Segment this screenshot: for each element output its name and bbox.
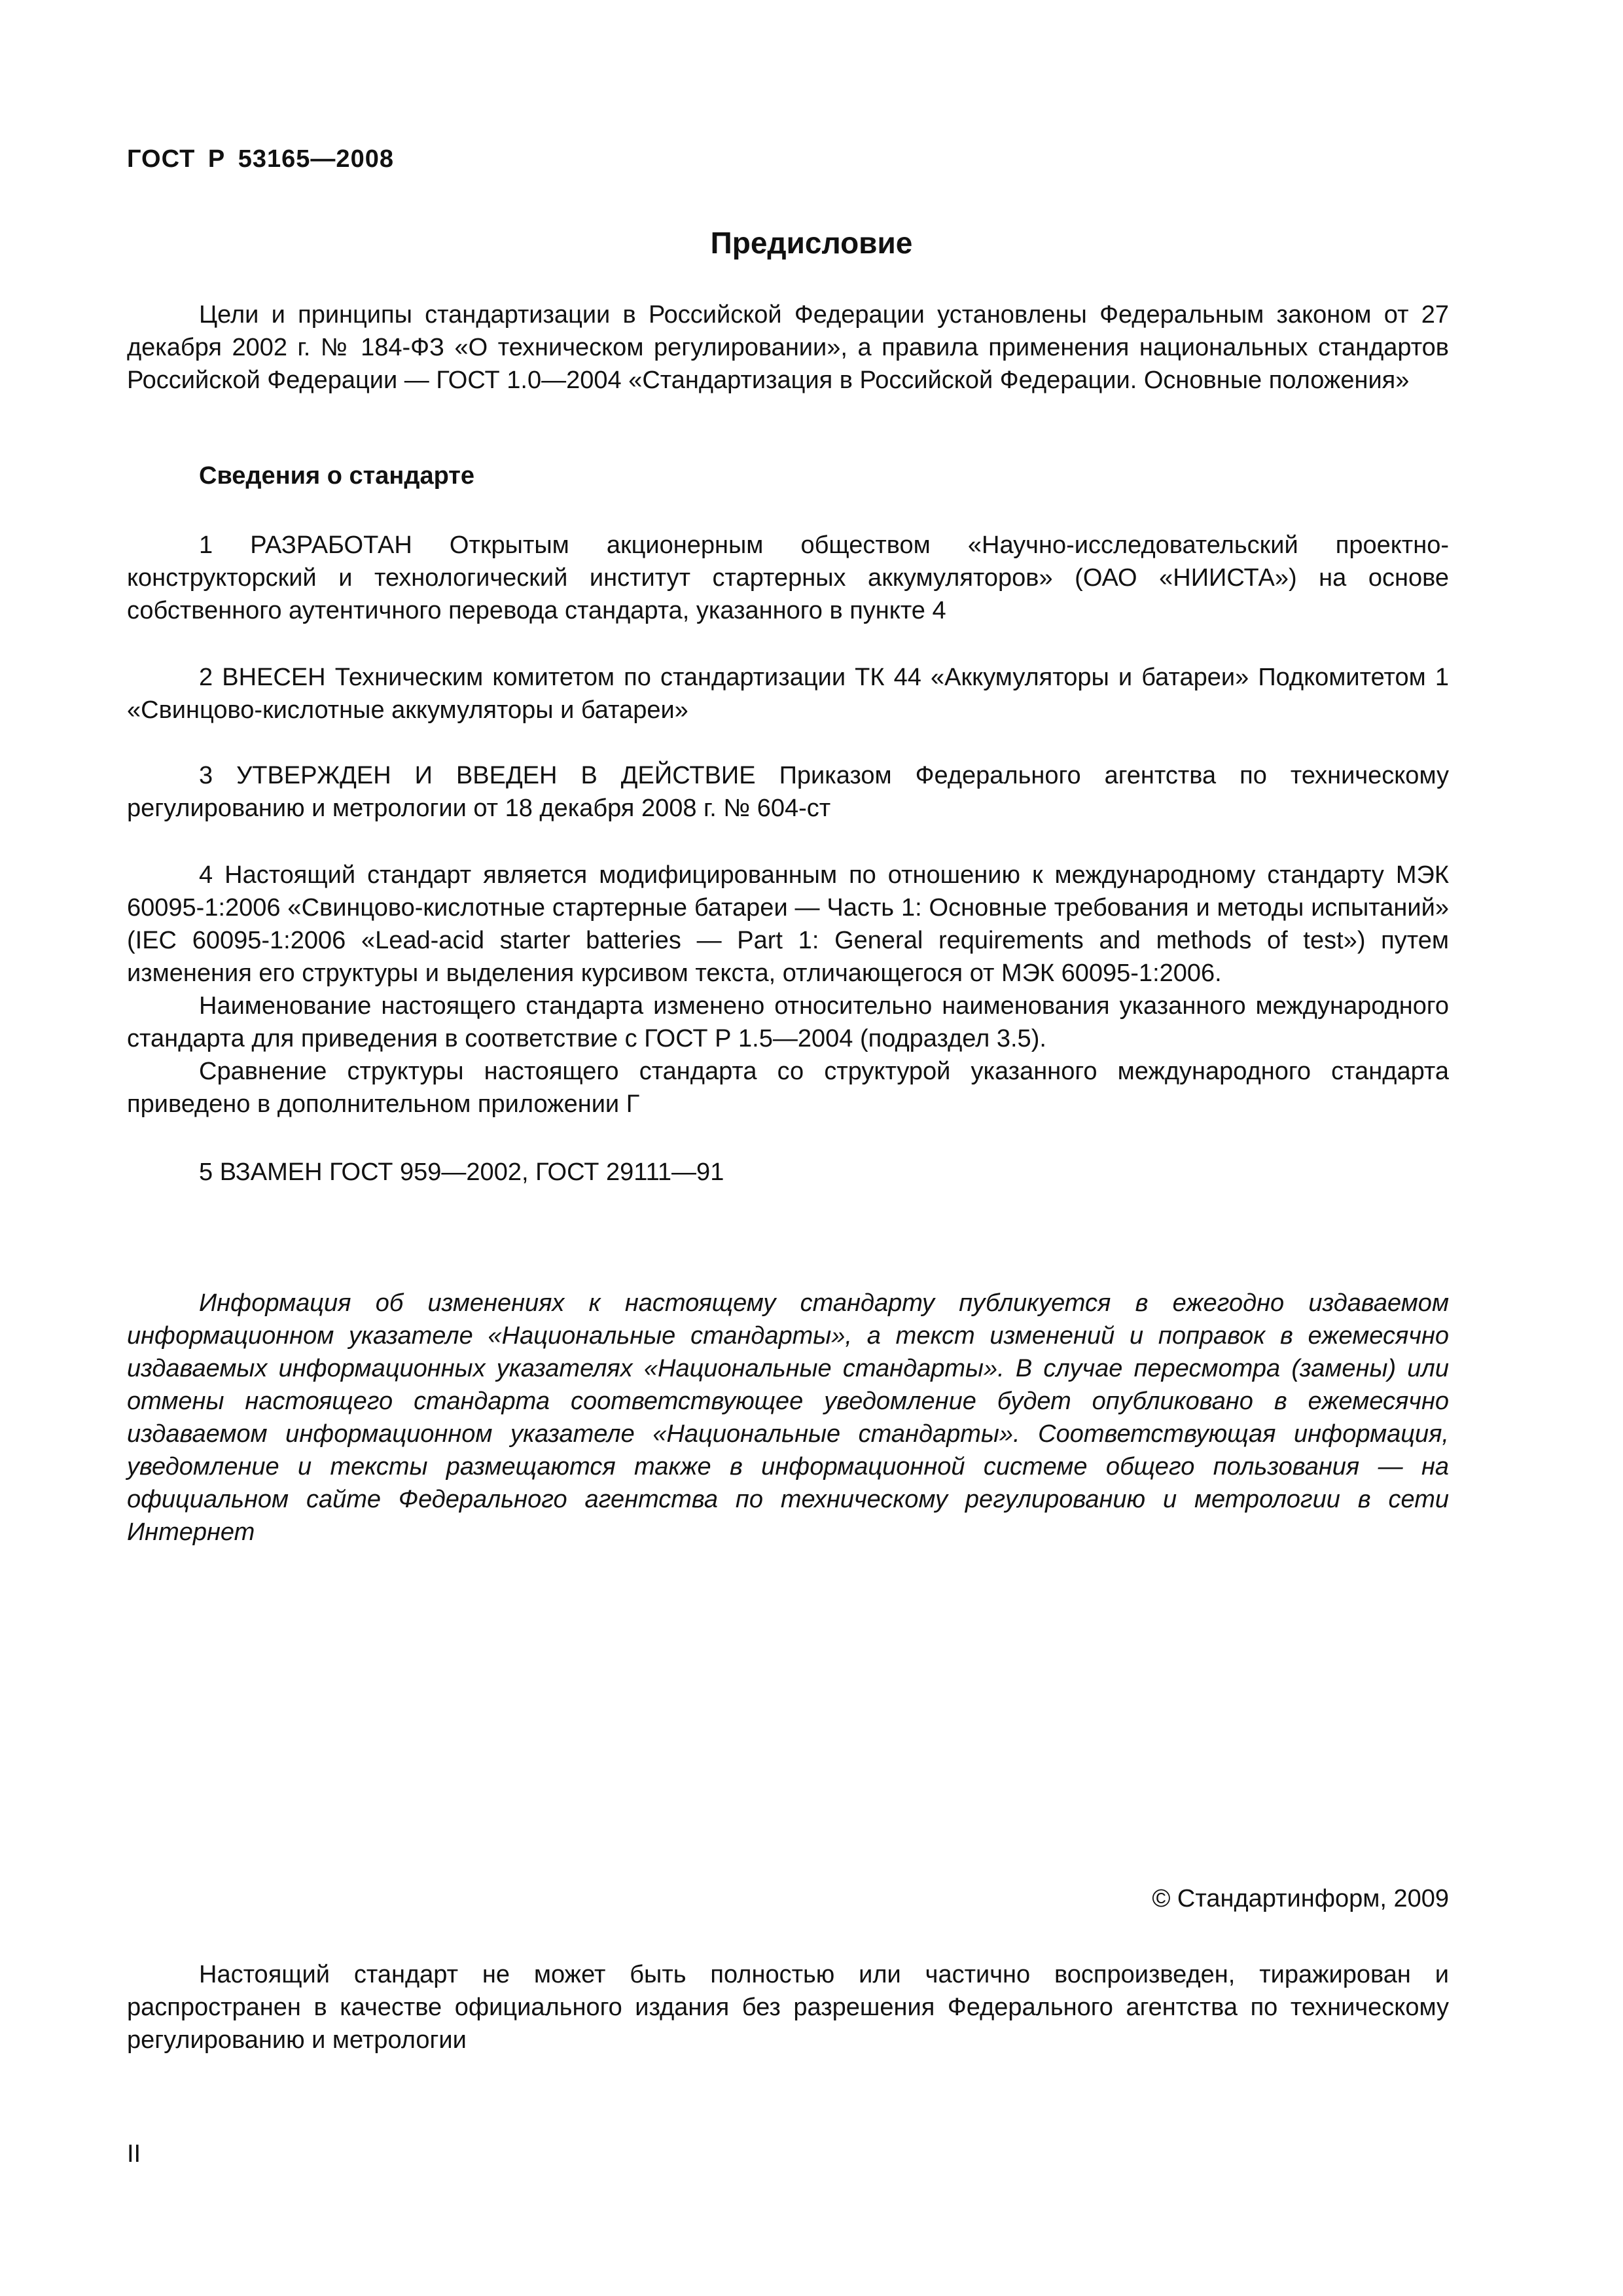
page-number: II [127, 2140, 141, 2168]
item-3-block [127, 759, 1449, 825]
intro-paragraph: Цели и принципы стандартизации в Российской Федерации установлены Федеральным законом от 27 декабря 2002 г. № 184-ФЗ «О техническом регулировании», а правила применения национальных стандартов Российской Федерации — ГОСТ 1.0—2004 «Стандартизация в Российской Федерации. Основные положения» [127, 301, 1449, 394]
item-2-paragraph: 2 ВНЕСЕН Техническим комитетом по стандартизации ТК 44 «Аккумуляторы и батареи» Подкомитетом 1 «Свинцово-кислотные аккумуляторы и батареи» [127, 664, 1449, 724]
item-4-paragraph-3: Сравнение структуры настоящего стандарта со структурой указанного международного стандарта приведено в дополнительном приложении Г [127, 1058, 1449, 1118]
reproduction-notice-paragraph: Настоящий стандарт не может быть полностью или частично воспроизведен, тиражирован и распространен в качестве официального издания без разрешения Федерального агентства по техническому регулированию и метрологии [127, 1961, 1449, 2054]
item-1-block [127, 529, 1449, 627]
copyright-line: © Стандартинформ, 2009 [1152, 1885, 1449, 1912]
notice-block [127, 1287, 1449, 1549]
notice-paragraph: Информация об изменениях к настоящему стандарту публикуется в ежегодно издаваемом информационном указателе «Национальные стандарты», а текст изменений и поправок в ежемесячно издаваемых информационных указателях «Национальные стандарты». В случае пересмотра (замены) или отмены настоящего стандарта соответствующее уведомление будет опубликовано в ежемесячно издаваемом информационном указателе «Национальные стандарты». Соответствующая информация, уведомление и тексты размещаются также в информационной системе общего пользования — на официальном сайте Федерального агентства по техническому регулированию и метрологии в сети Интернет [127, 1289, 1449, 1546]
item-4-block [127, 859, 1449, 1121]
section-heading: Сведения о стандарте [199, 462, 475, 490]
intro-block [127, 298, 1449, 397]
item-3-paragraph: 3 УТВЕРЖДЕН И ВВЕДЕН В ДЕЙСТВИЕ Приказом Федерального агентства по техническому регулированию и метрологии от 18 декабря 2008 г. № 604-ст [127, 762, 1449, 822]
item-5-block [127, 1156, 1449, 1189]
document-code: ГОСТ Р 53165—2008 [127, 145, 394, 173]
page-title: Предисловие [710, 226, 913, 260]
item-2-block [127, 661, 1449, 726]
item-4-paragraph-2: Наименование настоящего стандарта изменено относительно наименования указанного международного стандарта для приведения в соответствие с ГОСТ Р 1.5—2004 (подраздел 3.5). [127, 992, 1449, 1052]
item-4-paragraph-1: 4 Настоящий стандарт является модифицированным по отношению к международному стандарту МЭК 60095-1:2006 «Свинцово-кислотные стартерные батареи — Часть 1: Основные требования и методы испытаний» (IEC 60095-1:2006 «Lead-acid starter batteries — Part 1: General requirements and methods of test») путем изменения его структуры и выделения курсивом текста, отличающегося от МЭК 60095-1:2006. [127, 861, 1449, 987]
reproduction-notice-block [127, 1958, 1449, 2056]
item-1-paragraph: 1 РАЗРАБОТАН Открытым акционерным обществом «Научно-исследовательский проектно-конструкторский и технологический институт стартерных аккумуляторов» (ОАО «НИИСТА») на основе собственного аутентичного перевода стандарта, указанного в пункте 4 [127, 531, 1449, 624]
item-5-paragraph: 5 ВЗАМЕН ГОСТ 959—2002, ГОСТ 29111—91 [199, 1158, 724, 1186]
